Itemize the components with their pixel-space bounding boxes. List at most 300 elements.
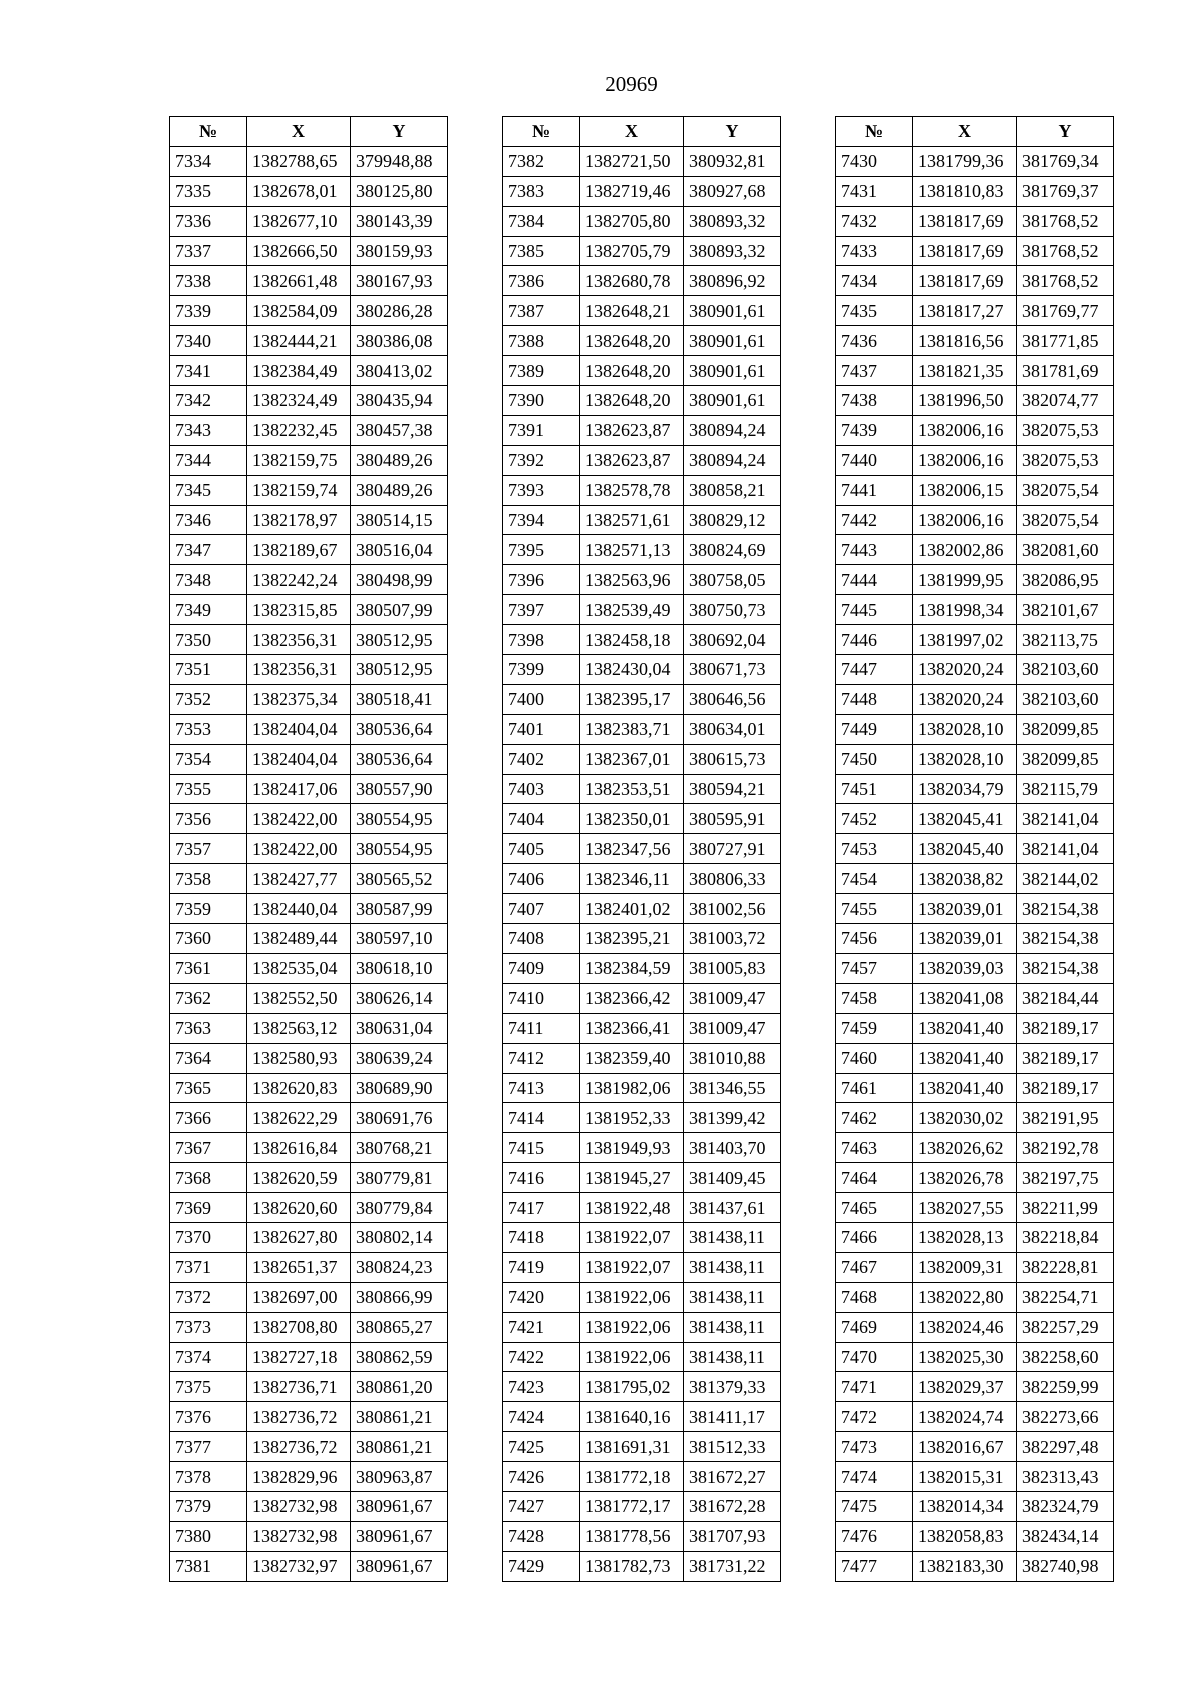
cell-number: 7423	[503, 1372, 580, 1402]
cell-y: 381438,11	[684, 1282, 781, 1312]
table-row	[503, 415, 781, 445]
cell-number: 7463	[836, 1133, 913, 1163]
cell-y: 380866,99	[351, 1282, 448, 1312]
table-row	[836, 266, 1114, 296]
cell-number: 7412	[503, 1043, 580, 1073]
cell-y: 382258,60	[1017, 1342, 1114, 1372]
cell-number: 7365	[170, 1073, 247, 1103]
cell-x: 1381817,27	[913, 296, 1017, 326]
cell-x: 1382623,87	[580, 415, 684, 445]
table-row	[503, 1252, 781, 1282]
cell-y: 381003,72	[684, 924, 781, 954]
cell-number: 7367	[170, 1133, 247, 1163]
cell-x: 1382440,04	[247, 894, 351, 924]
cell-number: 7389	[503, 356, 580, 386]
cell-y: 382099,85	[1017, 744, 1114, 774]
cell-number: 7377	[170, 1432, 247, 1462]
cell-x: 1382356,31	[247, 625, 351, 655]
cell-number: 7453	[836, 834, 913, 864]
cell-x: 1382350,01	[580, 804, 684, 834]
cell-y: 382154,38	[1017, 894, 1114, 924]
cell-y: 380692,04	[684, 625, 781, 655]
cell-x: 1382489,44	[247, 924, 351, 954]
cell-number: 7474	[836, 1462, 913, 1492]
cell-y: 380125,80	[351, 176, 448, 206]
cell-number: 7427	[503, 1491, 580, 1521]
cell-number: 7413	[503, 1073, 580, 1103]
cell-y: 380631,04	[351, 1013, 448, 1043]
cell-number: 7383	[503, 176, 580, 206]
cell-x: 1382584,09	[247, 296, 351, 326]
cell-x: 1382015,31	[913, 1462, 1017, 1492]
table-row	[170, 535, 448, 565]
cell-x: 1382788,65	[247, 146, 351, 176]
cell-y: 380646,56	[684, 684, 781, 714]
cell-number: 7334	[170, 146, 247, 176]
cell-y: 380894,24	[684, 445, 781, 475]
coordinates-table-1	[169, 116, 448, 1582]
table-row	[170, 655, 448, 685]
table-row	[503, 655, 781, 685]
cell-x: 1382732,98	[247, 1521, 351, 1551]
cell-x: 1382648,20	[580, 356, 684, 386]
cell-x: 1382006,16	[913, 445, 1017, 475]
cell-x: 1381810,83	[913, 176, 1017, 206]
cell-y: 382218,84	[1017, 1222, 1114, 1252]
cell-x: 1382721,50	[580, 146, 684, 176]
cell-x: 1382736,72	[247, 1402, 351, 1432]
cell-y: 381769,34	[1017, 146, 1114, 176]
cell-y: 381399,42	[684, 1103, 781, 1133]
cell-number: 7399	[503, 655, 580, 685]
table-row	[836, 1222, 1114, 1252]
cell-x: 1382315,85	[247, 595, 351, 625]
cell-number: 7391	[503, 415, 580, 445]
cell-number: 7341	[170, 356, 247, 386]
cell-y: 380386,08	[351, 326, 448, 356]
table-row	[836, 296, 1114, 326]
cell-number: 7464	[836, 1163, 913, 1193]
table-row	[836, 415, 1114, 445]
cell-x: 1382016,67	[913, 1432, 1017, 1462]
table-row	[170, 804, 448, 834]
table-row	[836, 1252, 1114, 1282]
cell-y: 380435,94	[351, 386, 448, 416]
cell-x: 1382404,04	[247, 714, 351, 744]
cell-x: 1382622,29	[247, 1103, 351, 1133]
cell-x: 1381821,35	[913, 356, 1017, 386]
cell-number: 7403	[503, 774, 580, 804]
cell-x: 1382427,77	[247, 864, 351, 894]
table-row	[503, 1402, 781, 1432]
table-row	[503, 1432, 781, 1462]
cell-number: 7338	[170, 266, 247, 296]
cell-y: 381403,70	[684, 1133, 781, 1163]
cell-number: 7376	[170, 1402, 247, 1432]
header-x: X	[247, 117, 351, 147]
cell-x: 1382346,11	[580, 864, 684, 894]
table-row	[836, 1043, 1114, 1073]
cell-x: 1382375,34	[247, 684, 351, 714]
cell-number: 7424	[503, 1402, 580, 1432]
cell-x: 1381691,31	[580, 1432, 684, 1462]
table-row	[170, 774, 448, 804]
cell-number: 7415	[503, 1133, 580, 1163]
cell-y: 382189,17	[1017, 1043, 1114, 1073]
cell-number: 7386	[503, 266, 580, 296]
cell-x: 1382028,13	[913, 1222, 1017, 1252]
table-row	[503, 804, 781, 834]
table-row	[836, 714, 1114, 744]
table-row	[503, 1193, 781, 1223]
cell-number: 7461	[836, 1073, 913, 1103]
cell-y: 382101,67	[1017, 595, 1114, 625]
cell-number: 7373	[170, 1312, 247, 1342]
cell-number: 7347	[170, 535, 247, 565]
table-row	[170, 1252, 448, 1282]
table-row	[170, 983, 448, 1013]
cell-y: 380594,21	[684, 774, 781, 804]
table-row	[503, 266, 781, 296]
cell-number: 7380	[170, 1521, 247, 1551]
cell-number: 7442	[836, 505, 913, 535]
cell-y: 380557,90	[351, 774, 448, 804]
cell-number: 7370	[170, 1222, 247, 1252]
cell-number: 7454	[836, 864, 913, 894]
cell-number: 7385	[503, 236, 580, 266]
cell-x: 1382395,21	[580, 924, 684, 954]
cell-x: 1382034,79	[913, 774, 1017, 804]
cell-x: 1382025,30	[913, 1342, 1017, 1372]
cell-x: 1382356,31	[247, 655, 351, 685]
cell-number: 7444	[836, 565, 913, 595]
header-y: Y	[684, 117, 781, 147]
table-row	[836, 1432, 1114, 1462]
cell-y: 381768,52	[1017, 236, 1114, 266]
cell-y: 380595,91	[684, 804, 781, 834]
cell-x: 1381952,33	[580, 1103, 684, 1133]
cell-number: 7397	[503, 595, 580, 625]
cell-y: 381438,11	[684, 1342, 781, 1372]
cell-x: 1382648,20	[580, 386, 684, 416]
table-row	[503, 625, 781, 655]
cell-y: 380536,64	[351, 744, 448, 774]
cell-number: 7398	[503, 625, 580, 655]
coordinates-table-3	[835, 116, 1114, 1582]
cell-y: 381009,47	[684, 1013, 781, 1043]
cell-number: 7471	[836, 1372, 913, 1402]
cell-y: 382197,75	[1017, 1163, 1114, 1193]
cell-y: 382324,79	[1017, 1491, 1114, 1521]
table-row	[170, 1133, 448, 1163]
cell-x: 1381817,69	[913, 206, 1017, 236]
table-row	[503, 1222, 781, 1252]
header-x: X	[580, 117, 684, 147]
cell-number: 7448	[836, 684, 913, 714]
table-row	[170, 1372, 448, 1402]
cell-number: 7468	[836, 1282, 913, 1312]
cell-y: 380896,92	[684, 266, 781, 296]
cell-number: 7425	[503, 1432, 580, 1462]
cell-y: 381781,69	[1017, 356, 1114, 386]
cell-y: 380518,41	[351, 684, 448, 714]
cell-y: 381672,27	[684, 1462, 781, 1492]
table-row	[170, 714, 448, 744]
cell-y: 380779,84	[351, 1193, 448, 1223]
cell-number: 7470	[836, 1342, 913, 1372]
cell-number: 7361	[170, 953, 247, 983]
cell-y: 381771,85	[1017, 326, 1114, 356]
table-row	[503, 1372, 781, 1402]
cell-x: 1381922,06	[580, 1282, 684, 1312]
table-row	[836, 176, 1114, 206]
table-row	[836, 445, 1114, 475]
cell-y: 381438,11	[684, 1252, 781, 1282]
cell-y: 382113,75	[1017, 625, 1114, 655]
table-row	[170, 864, 448, 894]
cell-number: 7432	[836, 206, 913, 236]
cell-y: 380858,21	[684, 475, 781, 505]
cell-y: 380554,95	[351, 804, 448, 834]
cell-number: 7409	[503, 953, 580, 983]
cell-x: 1382580,93	[247, 1043, 351, 1073]
cell-x: 1382708,80	[247, 1312, 351, 1342]
table-row	[836, 983, 1114, 1013]
table-row	[503, 445, 781, 475]
cell-x: 1381949,93	[580, 1133, 684, 1163]
cell-number: 7335	[170, 176, 247, 206]
cell-x: 1382029,37	[913, 1372, 1017, 1402]
table-row	[170, 1432, 448, 1462]
table-row	[170, 356, 448, 386]
cell-number: 7404	[503, 804, 580, 834]
table-row	[836, 146, 1114, 176]
table-row	[503, 565, 781, 595]
cell-y: 382141,04	[1017, 804, 1114, 834]
cell-x: 1382404,04	[247, 744, 351, 774]
cell-x: 1381817,69	[913, 266, 1017, 296]
table-row	[503, 296, 781, 326]
table-row	[836, 1103, 1114, 1133]
cell-y: 381512,33	[684, 1432, 781, 1462]
cell-y: 381731,22	[684, 1551, 781, 1581]
cell-y: 382211,99	[1017, 1193, 1114, 1223]
cell-x: 1381799,36	[913, 146, 1017, 176]
table-row	[170, 505, 448, 535]
cell-number: 7460	[836, 1043, 913, 1073]
table-row	[836, 625, 1114, 655]
cell-number: 7382	[503, 146, 580, 176]
cell-number: 7452	[836, 804, 913, 834]
cell-number: 7451	[836, 774, 913, 804]
table-row	[170, 1073, 448, 1103]
cell-x: 1382002,86	[913, 535, 1017, 565]
cell-y: 382075,54	[1017, 505, 1114, 535]
cell-y: 380286,28	[351, 296, 448, 326]
cell-number: 7457	[836, 953, 913, 983]
cell-x: 1382705,79	[580, 236, 684, 266]
cell-number: 7346	[170, 505, 247, 535]
cell-y: 380514,15	[351, 505, 448, 535]
table-row	[170, 296, 448, 326]
table-row	[170, 595, 448, 625]
cell-x: 1382020,24	[913, 655, 1017, 685]
cell-x: 1381945,27	[580, 1163, 684, 1193]
cell-y: 381379,33	[684, 1372, 781, 1402]
table-row	[836, 1133, 1114, 1163]
table-row	[170, 744, 448, 774]
table-row	[170, 625, 448, 655]
cell-number: 7350	[170, 625, 247, 655]
cell-y: 382297,48	[1017, 1432, 1114, 1462]
cell-x: 1382417,06	[247, 774, 351, 804]
cell-number: 7408	[503, 924, 580, 954]
cell-y: 382191,95	[1017, 1103, 1114, 1133]
cell-x: 1382697,00	[247, 1282, 351, 1312]
cell-x: 1382539,49	[580, 595, 684, 625]
table-row	[836, 1372, 1114, 1402]
cell-x: 1382829,96	[247, 1462, 351, 1492]
cell-x: 1382680,78	[580, 266, 684, 296]
cell-x: 1382366,41	[580, 1013, 684, 1043]
cell-x: 1382030,02	[913, 1103, 1017, 1133]
cell-x: 1382736,72	[247, 1432, 351, 1462]
table-row	[170, 1163, 448, 1193]
cell-number: 7337	[170, 236, 247, 266]
cell-x: 1382422,00	[247, 834, 351, 864]
table-row	[836, 1013, 1114, 1043]
cell-x: 1382366,42	[580, 983, 684, 1013]
cell-x: 1382324,49	[247, 386, 351, 416]
cell-y: 380893,32	[684, 236, 781, 266]
cell-y: 380750,73	[684, 595, 781, 625]
cell-number: 7455	[836, 894, 913, 924]
table-row	[170, 953, 448, 983]
cell-x: 1382401,02	[580, 894, 684, 924]
cell-x: 1382430,04	[580, 655, 684, 685]
cell-number: 7401	[503, 714, 580, 744]
table-row	[836, 864, 1114, 894]
table-row	[170, 415, 448, 445]
table-row	[836, 1491, 1114, 1521]
cell-y: 382115,79	[1017, 774, 1114, 804]
cell-number: 7402	[503, 744, 580, 774]
page-number: 20969	[605, 72, 658, 96]
cell-x: 1382422,00	[247, 804, 351, 834]
cell-number: 7435	[836, 296, 913, 326]
cell-number: 7368	[170, 1163, 247, 1193]
cell-x: 1381922,06	[580, 1312, 684, 1342]
cell-x: 1382347,56	[580, 834, 684, 864]
cell-y: 382189,17	[1017, 1013, 1114, 1043]
cell-y: 380634,01	[684, 714, 781, 744]
table-row	[836, 1402, 1114, 1432]
table-row	[503, 176, 781, 206]
cell-number: 7434	[836, 266, 913, 296]
table-row	[836, 655, 1114, 685]
table-row	[170, 924, 448, 954]
cell-y: 381002,56	[684, 894, 781, 924]
table-row	[836, 1342, 1114, 1372]
cell-number: 7364	[170, 1043, 247, 1073]
cell-y: 382074,77	[1017, 386, 1114, 416]
cell-y: 382434,14	[1017, 1521, 1114, 1551]
table-row	[503, 326, 781, 356]
cell-y: 380516,04	[351, 535, 448, 565]
table-row	[170, 1043, 448, 1073]
cell-x: 1382041,40	[913, 1013, 1017, 1043]
table-row	[503, 1013, 781, 1043]
cell-x: 1382026,62	[913, 1133, 1017, 1163]
cell-y: 382273,66	[1017, 1402, 1114, 1432]
cell-x: 1382578,78	[580, 475, 684, 505]
table-row	[170, 1282, 448, 1312]
cell-number: 7411	[503, 1013, 580, 1043]
cell-y: 380779,81	[351, 1163, 448, 1193]
cell-y: 380671,73	[684, 655, 781, 685]
cell-x: 1382006,16	[913, 415, 1017, 445]
table-row	[503, 595, 781, 625]
cell-number: 7416	[503, 1163, 580, 1193]
cell-number: 7459	[836, 1013, 913, 1043]
cell-number: 7407	[503, 894, 580, 924]
table-row	[836, 1462, 1114, 1492]
cell-y: 380597,10	[351, 924, 448, 954]
table-row	[503, 894, 781, 924]
cell-number: 7428	[503, 1521, 580, 1551]
cell-number: 7340	[170, 326, 247, 356]
cell-y: 382103,60	[1017, 655, 1114, 685]
cell-y: 380824,23	[351, 1252, 448, 1282]
cell-y: 380618,10	[351, 953, 448, 983]
cell-y: 380413,02	[351, 356, 448, 386]
cell-x: 1382232,45	[247, 415, 351, 445]
cell-y: 380727,91	[684, 834, 781, 864]
cell-number: 7379	[170, 1491, 247, 1521]
cell-y: 380806,33	[684, 864, 781, 894]
cell-y: 380861,21	[351, 1432, 448, 1462]
cell-x: 1381772,17	[580, 1491, 684, 1521]
table-row	[170, 206, 448, 236]
cell-number: 7443	[836, 535, 913, 565]
cell-number: 7354	[170, 744, 247, 774]
table-row	[503, 1163, 781, 1193]
table-row	[170, 565, 448, 595]
table-row	[836, 326, 1114, 356]
table-row	[170, 1342, 448, 1372]
cell-number: 7351	[170, 655, 247, 685]
cell-number: 7446	[836, 625, 913, 655]
cell-y: 382075,53	[1017, 445, 1114, 475]
cell-y: 382081,60	[1017, 535, 1114, 565]
header-number: №	[170, 117, 247, 147]
cell-y: 381409,45	[684, 1163, 781, 1193]
cell-number: 7420	[503, 1282, 580, 1312]
cell-number: 7369	[170, 1193, 247, 1223]
cell-y: 380901,61	[684, 386, 781, 416]
cell-number: 7450	[836, 744, 913, 774]
header-row	[503, 117, 781, 147]
cell-number: 7431	[836, 176, 913, 206]
cell-y: 380565,52	[351, 864, 448, 894]
cell-number: 7362	[170, 983, 247, 1013]
table-row	[836, 1312, 1114, 1342]
cell-number: 7393	[503, 475, 580, 505]
cell-number: 7348	[170, 565, 247, 595]
cell-number: 7366	[170, 1103, 247, 1133]
cell-y: 380927,68	[684, 176, 781, 206]
cell-x: 1382395,17	[580, 684, 684, 714]
